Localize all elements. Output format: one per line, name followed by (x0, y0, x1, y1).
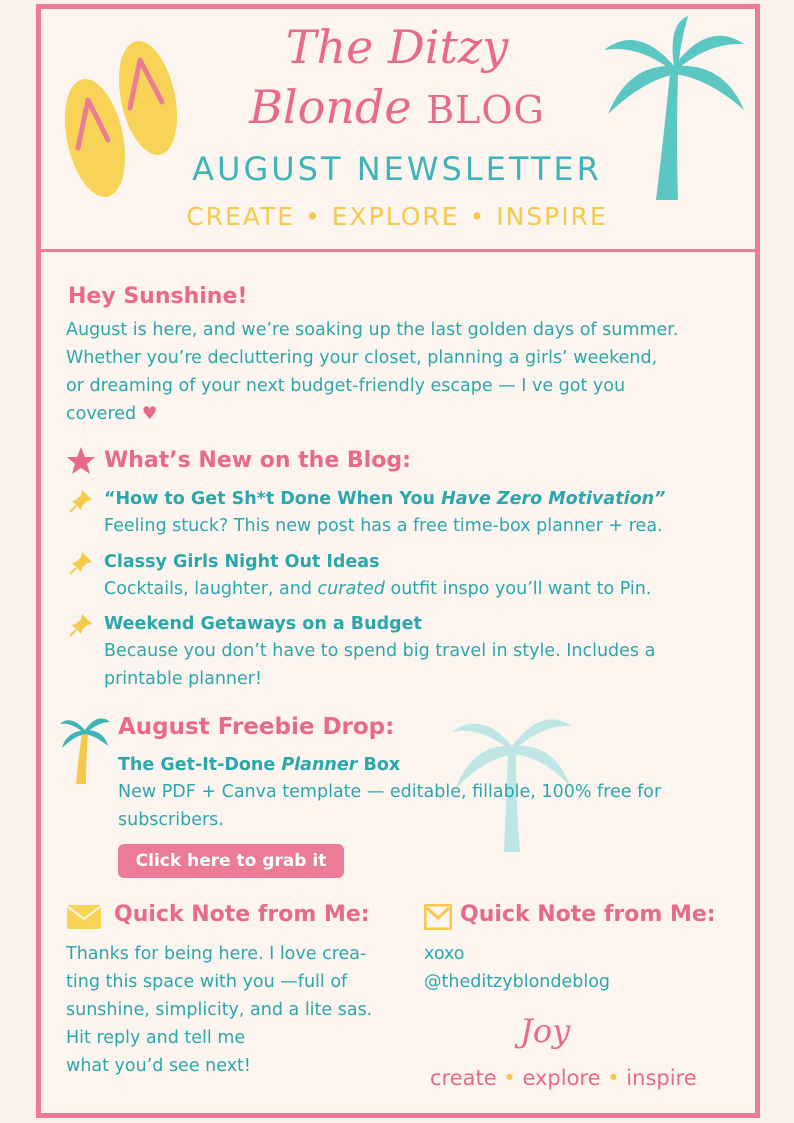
grab-freebie-button[interactable]: Click here to grab it (118, 844, 344, 878)
pushpin-icon (68, 612, 94, 638)
note-right-signoff: xoxo (424, 944, 465, 964)
freebie-title (118, 752, 400, 778)
note-line: sunshine, simplicity, and a lite sas. (66, 1000, 373, 1020)
intro-line: August is here, and we’re soaking up the last golden days of summer. (66, 320, 679, 340)
whats-new-heading: What’s New on the Blog: (104, 448, 411, 473)
pushpin-icon (68, 550, 94, 576)
social-handle[interactable]: @theditzyblondeblog (424, 972, 611, 992)
blog-item-title[interactable]: Classy Girls Night Out Ideas (104, 552, 380, 572)
note-line: what you’d see next! (66, 1056, 251, 1076)
blog-item-title[interactable] (104, 486, 744, 512)
pushpin-icon (68, 488, 94, 514)
intro-line: Whether you’re decluttering your closet, planning a girls’ weekend, (66, 348, 658, 368)
item-title-text: “How to Get Sh*t Done When You (104, 489, 442, 509)
freebie-desc (118, 778, 738, 834)
blog-item-desc: Because you don’t have to spend big travel in style. Includes a (104, 641, 656, 661)
blog-title-script: Blonde (249, 80, 412, 134)
newsletter-title: AUGUST NEWSLETTER (192, 150, 602, 188)
footer-dot: • (607, 1066, 620, 1090)
envelope-icon (66, 904, 102, 930)
note-left-heading: Quick Note from Me: (114, 902, 370, 927)
note-line: ting this space with you —full of (66, 972, 348, 992)
signature: Joy (520, 1012, 571, 1050)
footer-dot: • (503, 1066, 516, 1090)
blog-item-1 (104, 486, 744, 540)
footer-word: create (430, 1066, 497, 1090)
intro-line (66, 400, 746, 428)
star-icon (66, 446, 96, 476)
footer-word: explore (522, 1066, 601, 1090)
note-right-heading: Quick Note from Me: (460, 902, 716, 927)
freebie-desc-line: New PDF + Canva template — editable, fillable, 100% free for (118, 782, 662, 802)
blog-title-caps: BLOG (426, 88, 545, 132)
freebie-desc-line: subscribers. (118, 810, 224, 830)
item-desc-emphasis: curated (317, 579, 385, 599)
note-line: Thanks for being here. I love crea- (66, 944, 367, 964)
small-palm-icon (60, 710, 110, 786)
note-left-body (66, 940, 406, 1080)
freebie-title-text: Box (357, 755, 401, 775)
intro-line-text: covered (66, 404, 137, 424)
blog-item-desc (104, 575, 744, 603)
intro-line: or dreaming of your next budget-friendly escape — I ve got you (66, 376, 626, 396)
intro-paragraph (66, 316, 746, 428)
footer-tagline (430, 1066, 697, 1090)
blog-title-line1: The Ditzy (285, 20, 509, 74)
mail-icon (424, 904, 452, 930)
blog-item-3 (104, 611, 744, 693)
blog-item-2 (104, 549, 744, 603)
blog-item-desc: Feeling stuck? This new post has a free time-box planner + rea. (104, 516, 663, 536)
item-title-emphasis: Have Zero Motivation” (441, 489, 666, 509)
heart-icon: ♥ (141, 404, 158, 424)
freebie-title-text: The Get-It-Done (118, 755, 282, 775)
header-tagline: CREATE • EXPLORE • INSPIRE (186, 202, 608, 231)
note-line: Hit reply and tell me (66, 1028, 246, 1048)
item-desc-text: Cocktails, laughter, and (104, 579, 318, 599)
blog-title-line2 (0, 80, 794, 137)
blog-item-title[interactable]: Weekend Getaways on a Budget (104, 614, 422, 634)
blog-item-desc: printable planner! (104, 669, 262, 689)
freebie-heading: August Freebie Drop: (118, 714, 395, 740)
greeting: Hey Sunshine! (68, 284, 248, 309)
freebie-title-emphasis: Planner (281, 755, 358, 775)
footer-word: inspire (626, 1066, 697, 1090)
item-desc-text: outfit inspo you’ll want to Pin. (384, 579, 652, 599)
